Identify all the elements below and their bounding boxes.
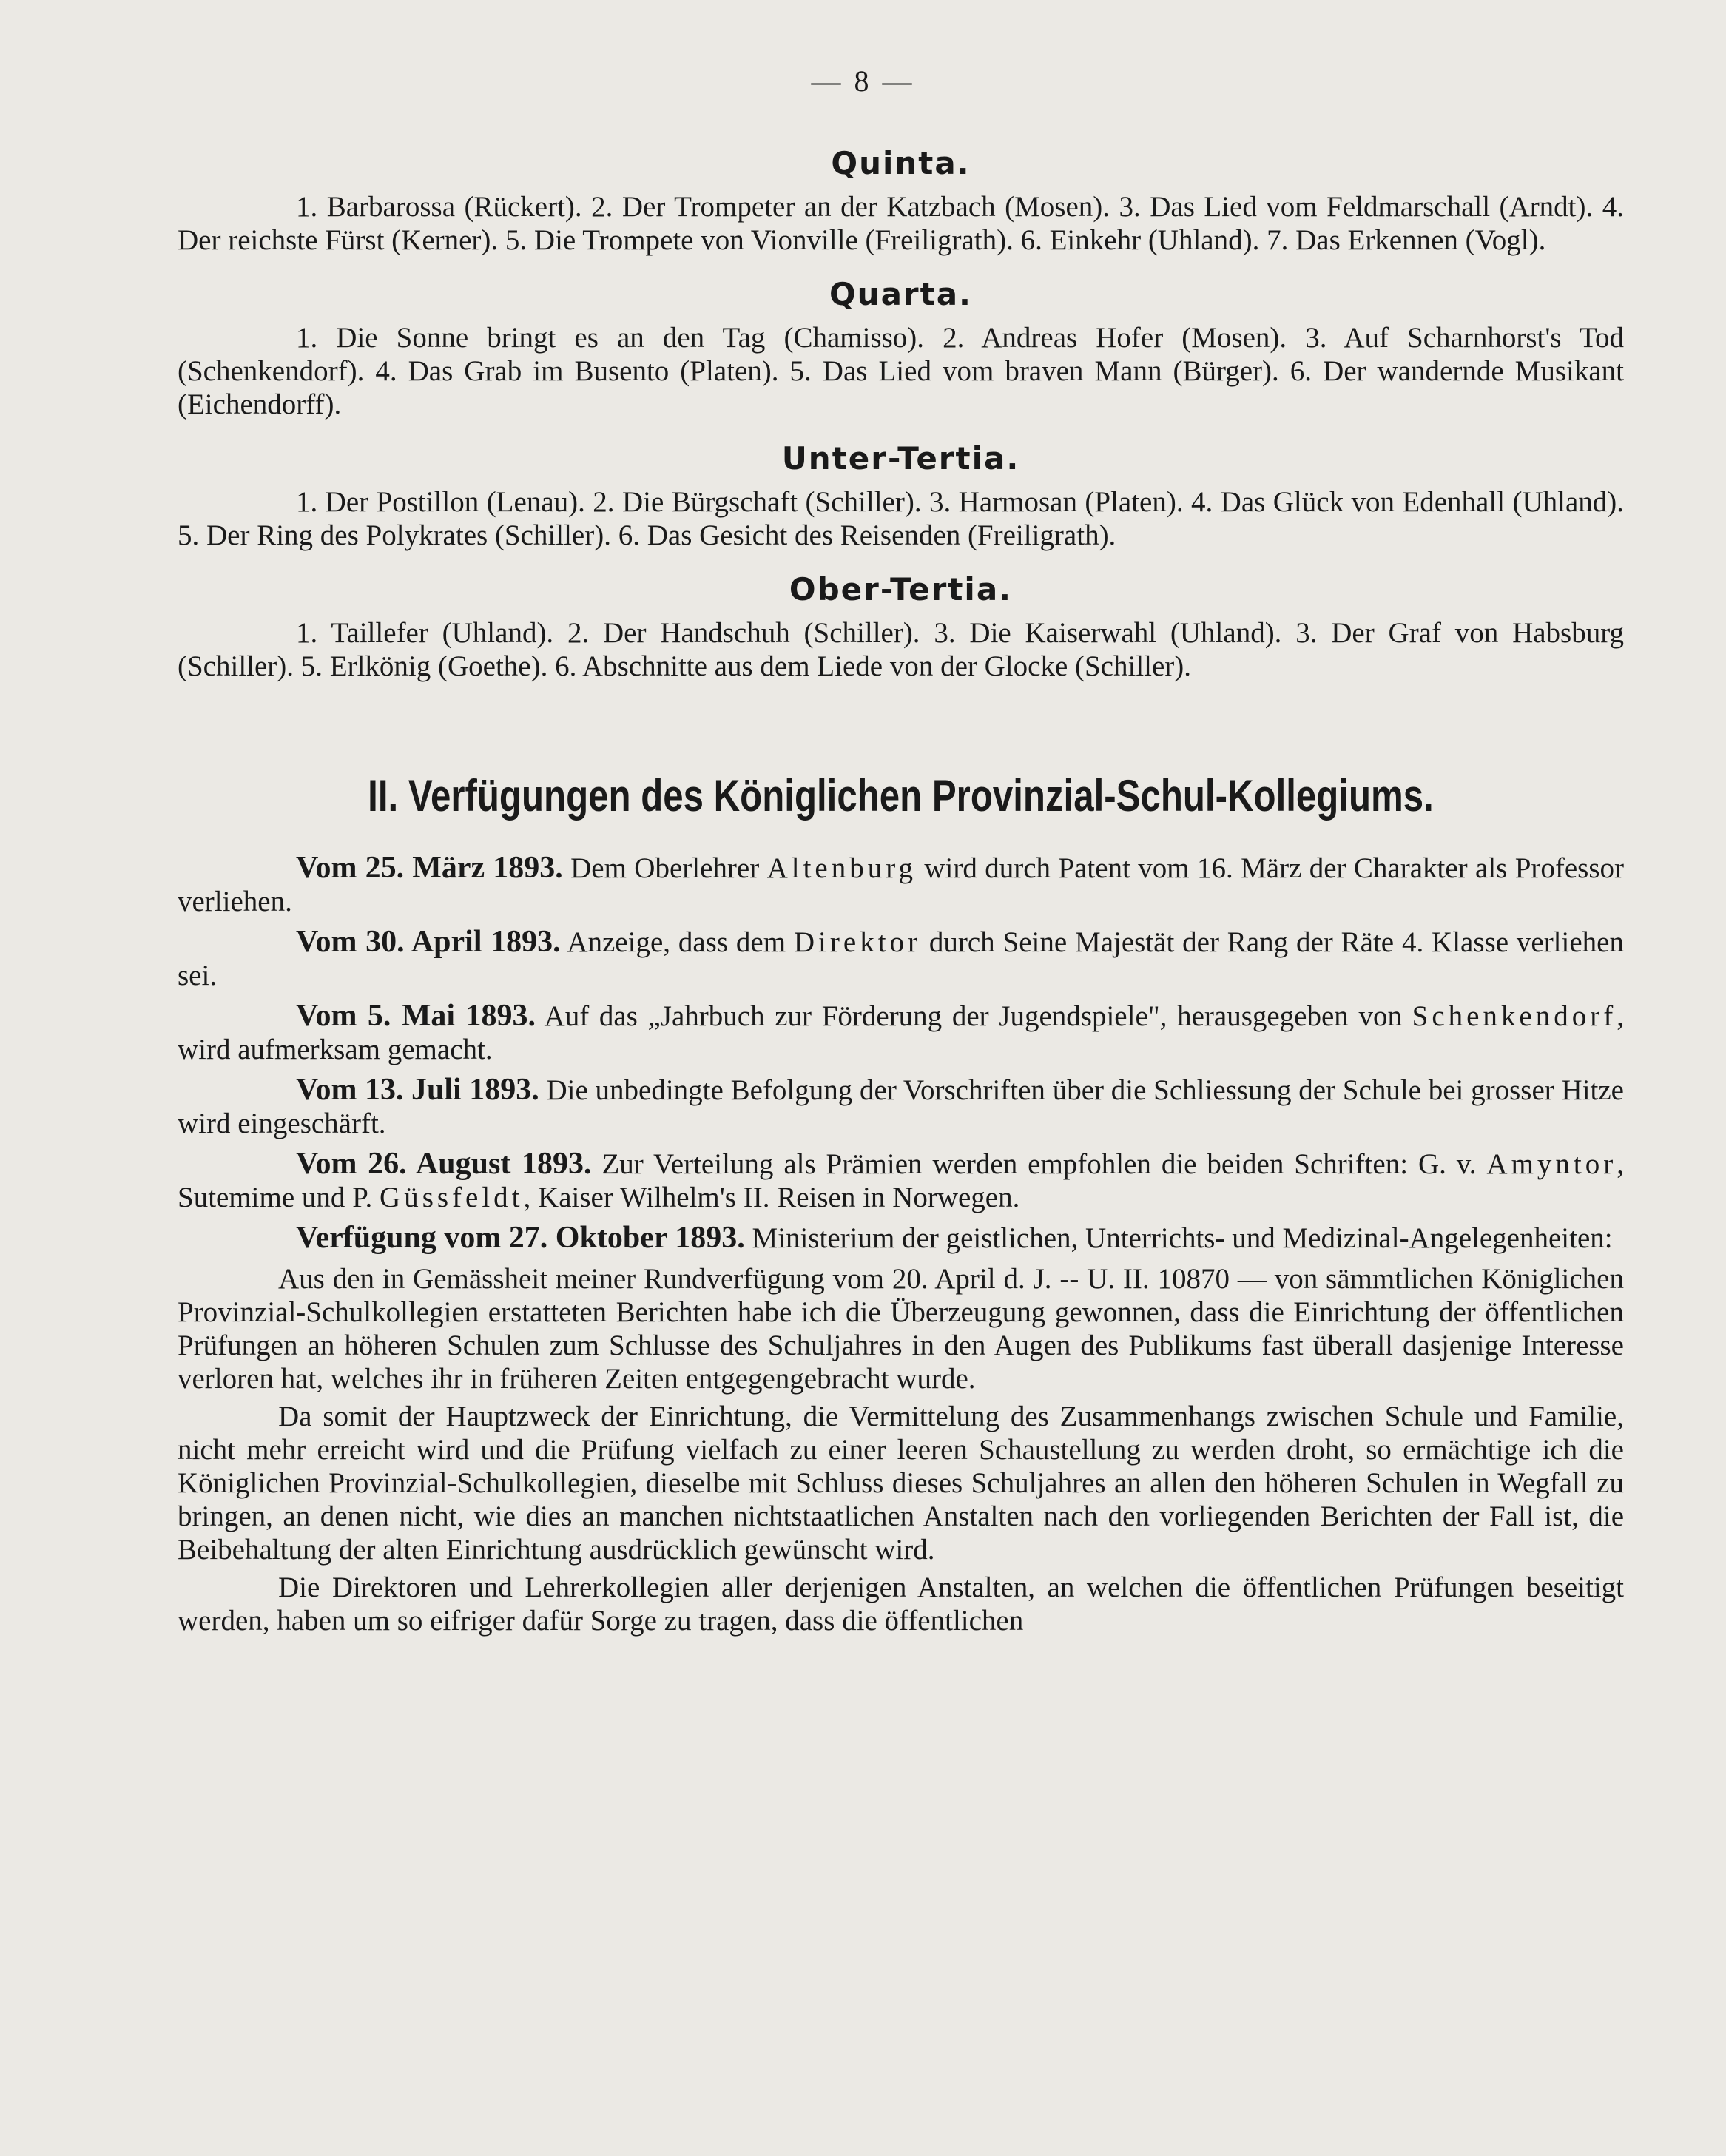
decree-entry — [178, 1148, 1624, 1214]
decree-text: durch Seine Majestät der Rang der Räte 4. Klasse verliehen sei. — [178, 926, 1624, 991]
decree-date: Vom 13. Juli 1893. — [296, 1073, 539, 1107]
section-title-quarta: Quarta. — [829, 276, 973, 312]
section-text-ober-tertia: 1. Taillefer (Uhland). 2. Der Handschuh (Schiller). 3. Die Kaiserwahl (Uhland). 3. Der Graf von Habsburg (Schiller). 5. Erlkönig (Goethe). 6. Abschnitte aus dem Liede von der Glocke (Schiller). — [178, 617, 1624, 682]
decree-text: Dem Oberlehrer — [570, 852, 767, 884]
decree-entry — [178, 1000, 1624, 1066]
decree-name: Amyntor — [1486, 1148, 1617, 1180]
decree-entry — [178, 1222, 1624, 1255]
section-title-ober-tertia: Ober-Tertia. — [789, 571, 1013, 607]
decree-text: , wird aufmerksam gemacht. — [178, 1000, 1624, 1065]
decree-text: Anzeige, dass dem — [567, 926, 794, 958]
decree-text: , Sutemime und P. — [178, 1148, 1624, 1213]
section-title-quinta: Quinta. — [831, 145, 971, 181]
section-text-unter-tertia: 1. Der Postillon (Lenau). 2. Die Bürgschaft (Schiller). 3. Harmosan (Platen). 4. Das Glück von Edenhall (Uhland). 5. Der Ring des Polykrates (Schiller). 6. Das Gesicht des Reisenden (Freiligrath). — [178, 486, 1624, 551]
page-content — [178, 139, 1624, 1642]
decree-name: Direktor — [793, 926, 922, 958]
decree-date: Vom 26. August 1893. — [296, 1147, 592, 1181]
decree-entry — [178, 926, 1624, 992]
decree-text: Die unbedingte Befolgung der Vorschriften über die Schliessung der Schule bei grosser Hitze wird eingeschärft. — [178, 1074, 1624, 1139]
decree-name: Güssfeldt — [380, 1182, 524, 1213]
decree-text: Zur Verteilung als Prämien werden empfohlen die beiden Schriften: G. v. — [601, 1148, 1487, 1180]
body-paragraph: Aus den in Gemässheit meiner Rundverfügung vom 20. April d. J. -- U. II. 10870 — von sämmtlichen Königlichen Provinzial-Schulkollegien erstatteten Berichten habe ich die Überzeugung gewonnen, dass die Einrichtung der öffentlichen Prüfungen an höheren Schulen zum Schlusse des Schuljahres in den Augen des Publikums fast überall dasjenige Interesse verloren hat, welches ihr in früheren Zeiten entgegengebracht wurde. — [178, 1263, 1624, 1395]
decree-date: Vom 30. April 1893. — [296, 925, 561, 959]
decree-date: Vom 5. Mai 1893. — [296, 999, 536, 1033]
chapter-heading: II. Verfügungen des Königlichen Provinzial-Schul-Kollegiums. — [368, 771, 1434, 821]
decree-text: Auf das „Jahrbuch zur Förderung der Jugendspiele", herausgegeben von — [544, 1000, 1412, 1032]
section-text-quinta: 1. Barbarossa (Rückert). 2. Der Trompeter an der Katzbach (Mosen). 3. Das Lied vom Feldmarschall (Arndt). 4. Der reichste Fürst (Kerner). 5. Die Trompete von Vionville (Freiligrath). 6. Einkehr (Uhland). 7. Das Erkennen (Vogl). — [178, 191, 1624, 256]
body-paragraph: Die Direktoren und Lehrerkollegien aller derjenigen Anstalten, an welchen die öffentlichen Prüfungen beseitigt werden, haben um so eifriger dafür Sorge zu tragen, dass die öffentlichen — [178, 1571, 1624, 1637]
decree-text: , Kaiser Wilhelm's II. Reisen in Norwegen. — [523, 1182, 1020, 1213]
decree-entry — [178, 852, 1624, 918]
section-text-quarta: 1. Die Sonne bringt es an den Tag (Chamisso). 2. Andreas Hofer (Mosen). 3. Auf Scharnhorst's Tod (Schenkendorf). 4. Das Grab im Busento (Platen). 5. Das Lied vom braven Mann (Bürger). 6. Der wandernde Musikant (Eichendorff). — [178, 322, 1624, 420]
decree-text: Ministerium der geistlichen, Unterrichts- und Medizinal-Angelegenheiten: — [752, 1222, 1613, 1254]
body-paragraph: Da somit der Hauptzweck der Einrichtung, die Vermittelung des Zusammenhangs zwischen Schule und Familie, nicht mehr erreicht wird und die Prüfung vielfach zu einer leeren Schaustellung zu werden droht, so ermächtige ich die Königlichen Provinzial-Schulkollegien, dieselbe mit Schluss dieses Schuljahres an allen den höheren Schulen in Wegfall zu bringen, an denen nicht, wie dies an manchen nichtstaatlichen Anstalten nach den vorliegenden Berichten der Fall ist, die Beibehaltung der alten Einrichtung ausdrücklich gewünscht wird. — [178, 1401, 1624, 1566]
decree-entry — [178, 1074, 1624, 1140]
page-number: — 8 — — [811, 64, 915, 98]
decree-name: Schenkendorf — [1412, 1000, 1617, 1032]
decree-text: wird durch Patent vom 16. März der Charakter als Professor verliehen. — [178, 852, 1625, 917]
section-title-unter-tertia: Unter-Tertia. — [781, 440, 1020, 476]
decree-name: Altenburg — [766, 852, 917, 884]
decree-date: Verfügung vom 27. Oktober 1893. — [296, 1221, 745, 1255]
decree-date: Vom 25. März 1893. — [296, 851, 563, 885]
